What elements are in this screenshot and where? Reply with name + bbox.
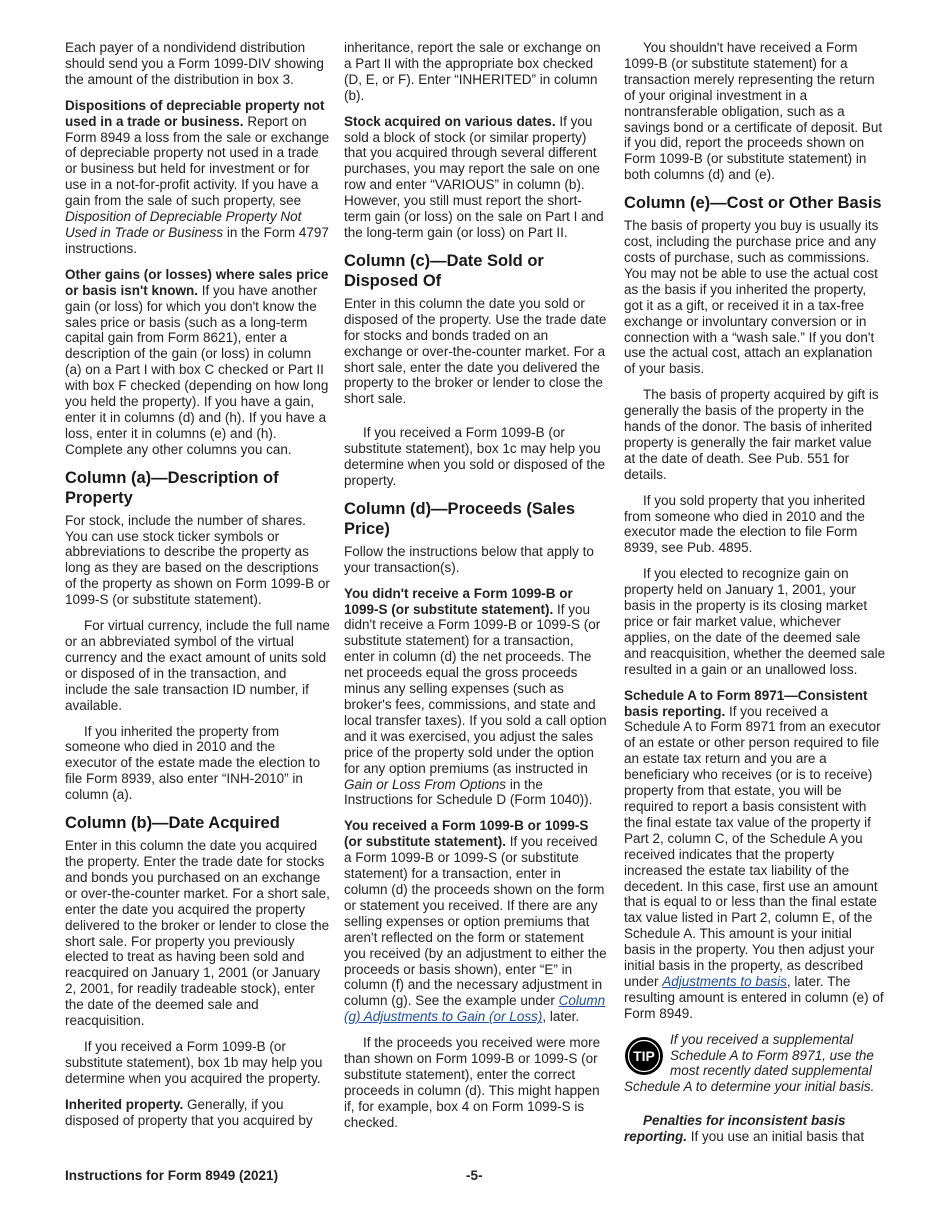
- text: in the Form 4797 instructions.: [65, 224, 329, 256]
- paragraph-other-gains: [65, 267, 330, 458]
- text: If you received a Form 1099-B or 1099-S (or substitute statement) for a transaction, enter in column (d) the proceeds shown on the form or statement you received. If there are any selling expenses or option premiums that aren't reflected on the form or statement you received (by an adjustment to either the proceeds or basis shown), enter “E” in column (f) and the necessary adjustment in column (g). See the example under: [344, 834, 607, 1009]
- paragraph: If you sold property that you inherited from someone who died in 2010 and the executor made the election to file Form 8939, see Pub. 4895.: [624, 492, 866, 556]
- paragraph: inheritance, report the sale or exchange on a Part II with the appropriate box checked (D, E, or F). Enter “INHERITED” in column (b).: [344, 40, 601, 103]
- paragraph: The basis of property acquired by gift is generally the basis of the property in the hands of the donor. The basis of inherited property is generally the fair market value at the date of death. See Pub. 551 for details.: [624, 387, 879, 482]
- paragraph-no-1099: [344, 586, 608, 809]
- tip-icon: [624, 1036, 664, 1076]
- text: If you didn't receive a Form 1099-B or 1099-S (or substitute statement) for a transaction, enter in column (d) the net proceeds. The net proceeds equal the gross proceeds minus any selling expenses (such as broker's fees, commissions, and state and local transfer taxes). If you sold a call option and it was exercised, you adjust the sales price of the property sold under the option for any option premiums (as instructed in: [344, 601, 607, 776]
- column-right: [624, 40, 886, 1155]
- paragraph: You shouldn't have received a Form 1099-B (or substitute statement) for a transaction merely representing the return of your original investment in a nontransferable obligation, such as a savings bond or a certificate of deposit. But if you did, report the proceeds shown on Form 1099-B (or substitute statement) in both columns (d) and (e).: [624, 40, 883, 183]
- run-in-heading: You didn't receive a Form 1099-B or 1099-S (or substitute statement).: [344, 585, 573, 617]
- text: , later. The resulting amount is entered in column (e) of Form 8949.: [624, 973, 884, 1021]
- paragraph: Each payer of a nondividend distribution should send you a Form 1099-DIV showing the amount of the distribution in box 3.: [65, 40, 324, 87]
- paragraph-received-1099: [344, 818, 608, 1025]
- text: If you received a Schedule A to Form 8971 from an executor of an estate or other person required to file an estate tax return and you are a beneficiary who receives (or is to receive) property from that estate, you will be required to report a basis consistent with the final estate tax value of the property if Part 2, column C, of the Schedule A you received indicates that the property increased the estate tax liability of the decedent. In this case, first use an amount that is equal to or less than the final estate tax value listed in Part 2, column E, of the Schedule A. This amount is your initial basis in the property. You then adjust your initial basis in the property, as described under: [624, 703, 881, 989]
- tip-box: [624, 1032, 886, 1096]
- paragraph-schedule-a: [624, 688, 886, 1022]
- paragraph-stock-various-dates: [344, 114, 608, 241]
- paragraph: If you received a Form 1099-B (or substitute statement), box 1c may help you determine when you sold or disposed of the property.: [344, 425, 606, 488]
- link-column-g[interactable]: Column (g) Adjustments to Gain (or Loss): [344, 993, 606, 1025]
- paragraph: If you inherited the property from someone who died in 2010 and the executor of the estate made the election to file Form 8939, also enter “INH-2010” in column (a).: [65, 723, 321, 803]
- tip-text: If you received a supplemental Schedule A to Form 8971, use the most recently dated supplemental Schedule A to determine your initial basis.: [624, 1031, 875, 1095]
- footer-form-title: Instructions for Form 8949 (2021): [65, 1168, 279, 1183]
- run-in-heading: You received a Form 1099-B or 1099-S (or substitute statement).: [344, 818, 589, 850]
- text: If you have another gain (or loss) for which you don't know the sales price or basis (such as a long-term capital gain from Form 8621), enter a description of the gain (or loss) in column (a) on a Part I with box C checked or Part II with box F checked (depending on how long you held the property). If you have a gain, enter it in columns (d) and (h). If you have a loss, enter it in columns (e) and (h). Complete any other columns you can.: [65, 282, 329, 457]
- run-in-heading: Other gains (or losses) where sales price or basis isn't known.: [65, 266, 329, 298]
- text: If you sold a block of stock (or similar property) that you acquired through several different purchases, you may report the sale on one row and enter “VARIOUS” in column (b). However, you still must report the short-term gain (or loss) on the sale on Part I and the long-term gain (or loss) on Part II.: [344, 113, 604, 240]
- page-number: -5-: [466, 1168, 483, 1183]
- run-in-heading: Stock acquired on various dates.: [344, 113, 556, 129]
- italic-reference: Gain or Loss From Options: [344, 776, 507, 792]
- run-in-heading: Dispositions of depreciable property not used in a trade or business.: [65, 97, 325, 129]
- tip-label: TIP: [633, 1047, 655, 1064]
- heading-column-c: Column (c)—Date Sold or Disposed Of: [344, 251, 544, 290]
- paragraph: For stock, include the number of shares. You can use stock ticker symbols or abbreviations to describe the property as long as they are based on the descriptions of the property as shown on Form 1099-B or 1099-S (or substitute statement).: [65, 512, 330, 608]
- run-in-heading: Schedule A to Form 8971—Consistent basis reporting.: [624, 687, 868, 719]
- column-middle: [344, 40, 608, 1141]
- paragraph: If you received a Form 1099-B (or substitute statement), box 1b may help you determine when you acquired the property.: [65, 1038, 323, 1086]
- text: , later.: [542, 1009, 580, 1025]
- run-in-heading: Inherited property.: [65, 1096, 184, 1112]
- paragraph-depreciable-property: [65, 98, 330, 257]
- paragraph: If the proceeds you received were more than shown on Form 1099-B or 1099-S (or substitute statement), enter the correct proceeds in column (d). This might happen if, for example, box 4 on Form 1099-S is checked.: [344, 1035, 601, 1130]
- link-adjustments-to-basis[interactable]: Adjustments to basis: [662, 973, 787, 989]
- heading-column-e: Column (e)—Cost or Other Basis: [624, 194, 882, 213]
- text: Generally, if you disposed of property that you acquired by: [65, 1096, 313, 1128]
- text: Report on Form 8949 a loss from the sale or exchange of depreciable property not used in a trade or business but held for investment or for use in a not-for-profit activity. If you have a gain from the sale of such property, see: [65, 113, 330, 209]
- text: in the Instructions for Schedule D (Form 1040)).: [344, 776, 593, 808]
- paragraph: Enter in this column the date you sold or disposed of the property. Use the trade date for stocks and bonds traded on an exchange or over-the-counter market. For a short sale, enter the date you delivered the property to the broker or lender to close the short sale.: [344, 295, 607, 407]
- paragraph-inherited-property: [65, 1097, 330, 1129]
- heading-column-b: Column (b)—Date Acquired: [65, 814, 280, 833]
- column-left: [65, 40, 330, 1138]
- heading-column-a: Column (a)—Description of Property: [65, 468, 279, 507]
- heading-column-d: Column (d)—Proceeds (Sales Price): [344, 499, 576, 538]
- italic-reference: Disposition of Depreciable Property Not Used in Trade or Business: [65, 209, 302, 240]
- paragraph: Follow the instructions below that apply to your transaction(s).: [344, 543, 594, 575]
- text: Penalties for inconsistent basis reporting.: [624, 1113, 846, 1145]
- paragraph: For virtual currency, include the full name or an abbreviated symbol of the virtual currency and the exact amount of units sold or disposed of in the transaction, and include the sale transaction ID number, if available.: [65, 618, 330, 713]
- paragraph: If you elected to recognize gain on property held on January 1, 2001, your basis in the property is its closing market price or fair market value, whichever applies, on the date of the deemed sale and reacquisition, whether the deemed sale resulted in a gain or an unallowed loss.: [624, 566, 886, 677]
- paragraph: Enter in this column the date you acquired the property. Enter the trade date for stocks and bonds you purchased on an exchange or over-the-counter market. For a short sale, enter the date you acquired the property delivered to the broker or lender to close the short sale. For property you previously elected to treat as having been sold and reacquired on January 1, 2001 (or January 2, 2001, for readily tradeable stock), enter the date of the deemed sale and reacquisition.: [65, 838, 330, 1029]
- paragraph: The basis of property you buy is usually its cost, including the purchase price and any costs of purchase, such as commissions. You may not be able to use the actual cost as the basis if you inherited the property, got it as a gift, or received it in a tax-free exchange or involuntary conversion or in connection with a “wash sale.” If you don't use the actual cost, attach an explanation of your basis.: [624, 218, 879, 377]
- paragraph-penalties: [624, 1113, 886, 1145]
- text: If you use an initial basis that: [687, 1129, 865, 1145]
